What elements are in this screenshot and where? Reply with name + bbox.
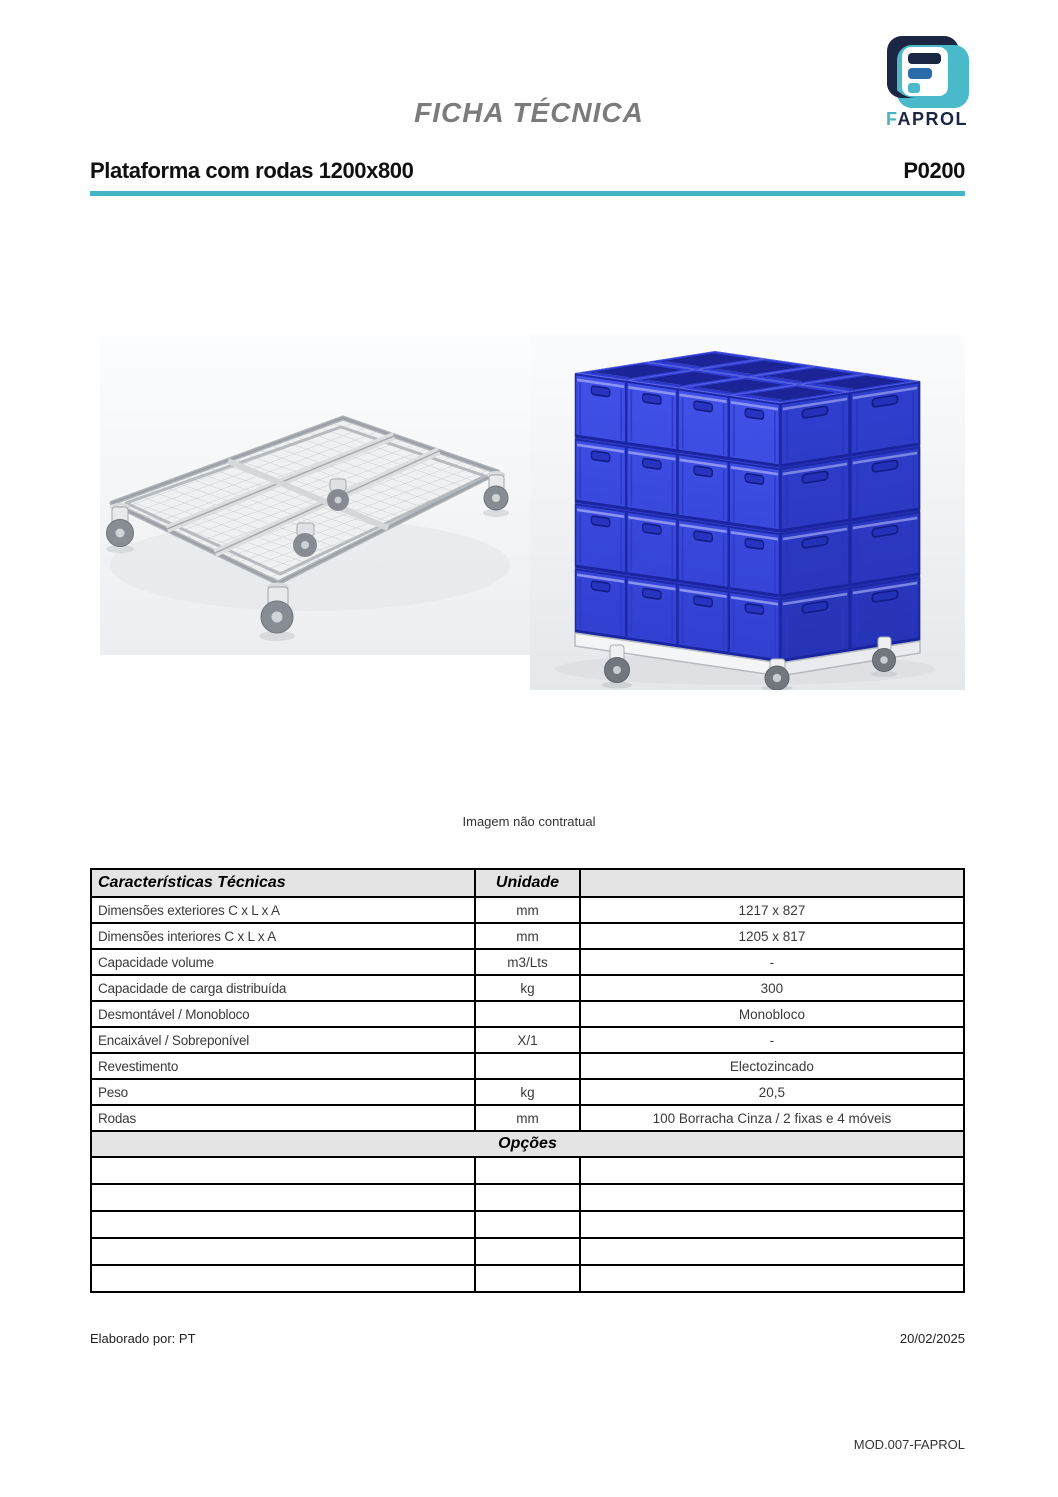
spec-unit-cell: mm <box>475 1105 580 1131</box>
image-caption: Imagem não contratual <box>462 814 596 829</box>
table-row <box>91 949 964 975</box>
elaborated-by-label: Elaborado por: PT <box>90 1331 196 1346</box>
spec-value-cell: Monobloco <box>580 1001 964 1027</box>
product-code: P0200 <box>903 158 965 183</box>
spec-label-cell: Dimensões exteriores C x L x A <box>91 897 475 923</box>
options-header-row <box>91 1131 964 1157</box>
spec-unit-cell <box>475 1053 580 1079</box>
table-row <box>91 1027 964 1053</box>
spec-value-cell: 1205 x 817 <box>580 923 964 949</box>
spec-label-cell: Desmontável / Monobloco <box>91 1001 475 1027</box>
empty-row <box>91 1184 964 1211</box>
spec-table <box>90 868 965 1293</box>
table-row <box>91 897 964 923</box>
crates-render-image <box>530 335 965 690</box>
faprol-logo-text <box>881 110 973 128</box>
empty-row <box>91 1265 964 1292</box>
spec-value-cell: 20,5 <box>580 1079 964 1105</box>
spec-value-cell: 100 Borracha Cinza / 2 fixas e 4 móveis <box>580 1105 964 1131</box>
spec-unit-cell: mm <box>475 897 580 923</box>
doc-code: MOD.007-FAPROL <box>853 1437 965 1452</box>
spec-unit-cell <box>475 1001 580 1027</box>
spec-value-cell: - <box>580 1027 964 1053</box>
footer-date: 20/02/2025 <box>899 1331 965 1346</box>
spec-header-row <box>91 869 964 897</box>
spec-value-cell: - <box>580 949 964 975</box>
spec-label-cell: Peso <box>91 1079 475 1105</box>
spec-label-cell: Encaixável / Sobreponível <box>91 1027 475 1053</box>
spec-value-cell: Electozincado <box>580 1053 964 1079</box>
spec-header-characteristics: Características Técnicas <box>91 869 475 897</box>
faprol-logo-icon <box>885 36 969 108</box>
product-name: Plataforma com rodas 1200x800 <box>90 158 414 183</box>
table-row <box>91 1001 964 1027</box>
spec-label-cell: Capacidade de carga distribuída <box>91 975 475 1001</box>
platform-render-image <box>100 335 530 655</box>
options-header-label: Opções <box>91 1131 964 1157</box>
empty-row <box>91 1238 964 1265</box>
empty-row <box>91 1157 964 1184</box>
spec-unit-cell: kg <box>475 1079 580 1105</box>
spec-value-cell: 1217 x 827 <box>580 897 964 923</box>
page-title: FICHA TÉCNICA <box>414 97 644 128</box>
table-row <box>91 1053 964 1079</box>
spec-unit-cell: kg <box>475 975 580 1001</box>
spec-unit-cell: X/1 <box>475 1027 580 1053</box>
spec-label-cell: Capacidade volume <box>91 949 475 975</box>
logo-text-rest: APROL <box>897 109 968 129</box>
spec-unit-cell: mm <box>475 923 580 949</box>
table-row <box>91 923 964 949</box>
footer <box>90 1331 965 1346</box>
spec-header-value <box>580 869 964 897</box>
table-row <box>91 1079 964 1105</box>
empty-row <box>91 1211 964 1238</box>
product-header <box>90 158 965 196</box>
spec-label-cell: Dimensões interiores C x L x A <box>91 923 475 949</box>
spec-unit-cell: m3/Lts <box>475 949 580 975</box>
spec-label-cell: Revestimento <box>91 1053 475 1079</box>
table-row <box>91 975 964 1001</box>
spec-label-cell: Rodas <box>91 1105 475 1131</box>
spec-header-unit: Unidade <box>475 869 580 897</box>
spec-value-cell: 300 <box>580 975 964 1001</box>
logo-text-accent: F <box>885 109 898 129</box>
table-row <box>91 1105 964 1131</box>
faprol-logo <box>881 36 973 128</box>
